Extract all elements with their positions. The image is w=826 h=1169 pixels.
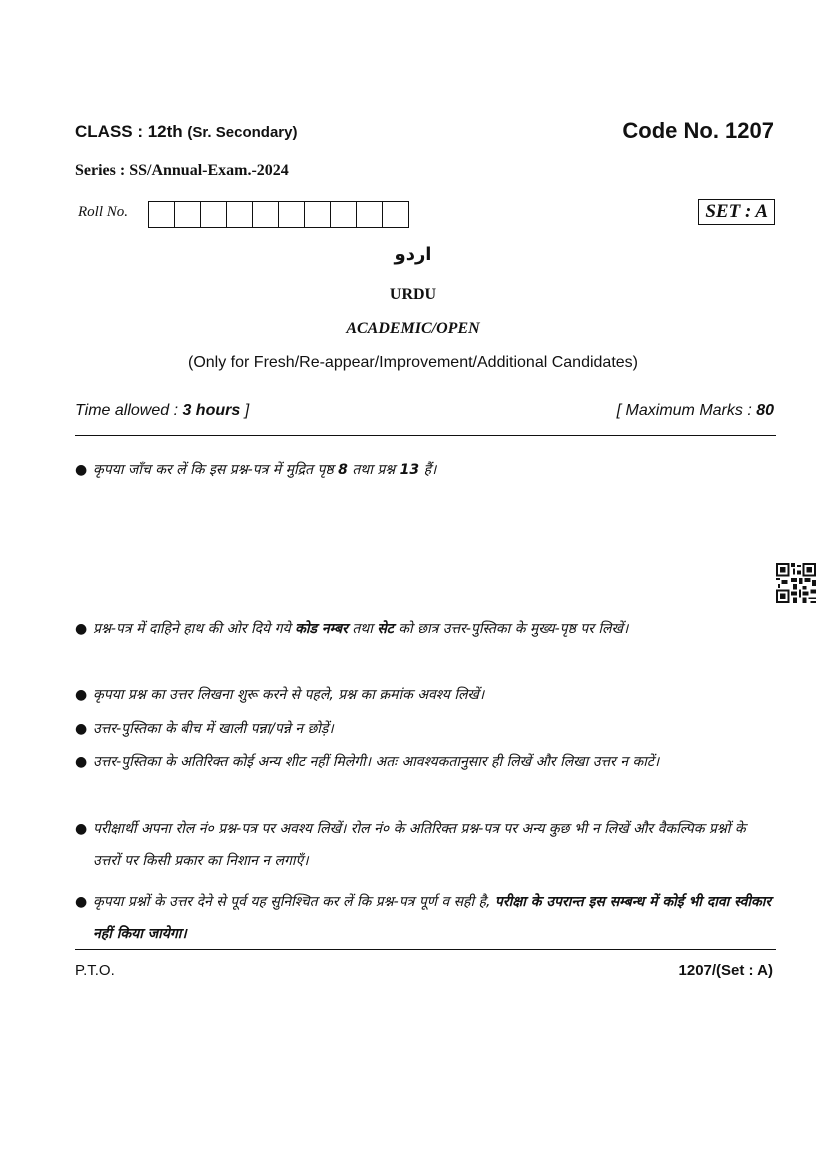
instruction-item xyxy=(75,713,775,745)
instruction-item xyxy=(75,679,775,711)
instruction-text: उत्तर-पुस्तिका के बीच में खाली पन्ना/पन्ने न छोड़ें। xyxy=(93,721,334,737)
set-badge: SET : A xyxy=(698,199,775,225)
instruction-text: प्रश्न-पत्र में दाहिने हाथ की ओर दिये गये xyxy=(93,621,296,637)
bullet-icon: ● xyxy=(75,687,88,703)
time-prefix: Time allowed : xyxy=(75,402,183,419)
roll-no-box[interactable] xyxy=(201,202,227,227)
instruction-text: परीक्षार्थी अपना रोल नं० प्रश्न-पत्र पर अवश्य लिखें। रोल नं० के अतिरिक्त प्रश्न-पत्र पर अन्य कुछ भी न लिखें और वैकल्पिक प्रश्नों के उत्तरों पर किसी प्रकार का निशान न लगाएँ। xyxy=(93,821,746,869)
bullet-icon: ● xyxy=(75,754,88,770)
roll-no-box[interactable] xyxy=(383,202,408,227)
roll-no-label: Roll No. xyxy=(78,204,129,220)
instruction-text: उत्तर-पुस्तिका के अतिरिक्त कोई अन्य शीट नहीं मिलेगी। अतः आवश्यकतानुसार ही लिखें और लिखा उत्तर न काटें। xyxy=(93,754,660,770)
code-number: Code No. 1207 xyxy=(622,118,774,143)
roll-no-box[interactable] xyxy=(175,202,201,227)
candidates-note: (Only for Fresh/Re-appear/Improvement/Additional Candidates) xyxy=(188,354,638,371)
bullet-icon: ● xyxy=(75,721,88,737)
pto-label: P.T.O. xyxy=(75,962,115,979)
roll-no-box[interactable] xyxy=(149,202,175,227)
stream-label: ACADEMIC/OPEN xyxy=(346,320,480,337)
class-label xyxy=(75,122,297,142)
instruction-item xyxy=(75,746,775,778)
bullet-icon: ● xyxy=(75,894,88,910)
bullet-icon: ● xyxy=(75,621,88,637)
instruction-text: हैं। xyxy=(419,462,437,478)
time-allowed xyxy=(75,402,249,420)
class-sub-text: (Sr. Secondary) xyxy=(187,124,298,141)
roll-no-box[interactable] xyxy=(279,202,305,227)
instruction-item xyxy=(75,886,775,950)
instruction-warning: परीक्षा के उपरान्त इस सम्बन्ध में कोई भी दावा स्वीकार नहीं किया जायेगा। xyxy=(93,894,772,942)
bullet-icon: ● xyxy=(75,462,88,478)
time-value: 3 hours xyxy=(182,402,241,419)
instruction-text: कृपया प्रश्नों के उत्तर देने से पूर्व यह सुनिश्चित कर लें कि प्रश्न-पत्र पूर्ण व सही है, xyxy=(93,894,495,910)
instruction-item xyxy=(75,813,775,877)
qr-code-icon xyxy=(776,563,816,603)
instruction-item xyxy=(75,613,775,645)
instruction-item xyxy=(75,454,775,486)
question-count: 13 xyxy=(399,462,420,478)
code-number-emphasis: कोड नम्बर xyxy=(295,621,348,637)
roll-no-box[interactable] xyxy=(305,202,331,227)
maximum-marks xyxy=(617,402,774,420)
set-emphasis: सेट xyxy=(377,621,394,637)
roll-no-box[interactable] xyxy=(253,202,279,227)
instruction-text: कृपया जाँच कर लें कि इस प्रश्न-पत्र में मुद्रित पृष्ठ xyxy=(93,462,339,478)
marks-prefix: [ Maximum Marks : xyxy=(616,402,757,419)
footer-divider xyxy=(75,949,776,950)
roll-no-boxes[interactable] xyxy=(148,201,409,228)
time-suffix: ] xyxy=(240,402,250,419)
bullet-icon: ● xyxy=(75,821,88,837)
roll-no-box[interactable] xyxy=(331,202,357,227)
roll-no-box[interactable] xyxy=(227,202,253,227)
subject-title: URDU xyxy=(389,286,437,303)
roll-no-box[interactable] xyxy=(357,202,383,227)
urdu-title: اردو xyxy=(394,244,432,265)
instruction-text: को छात्र उत्तर-पुस्तिका के मुख्य-पृष्ठ पर लिखें। xyxy=(393,621,629,637)
instruction-text: कृपया प्रश्न का उत्तर लिखना शुरू करने से पहले, प्रश्न का क्रमांक अवश्य लिखें। xyxy=(93,687,485,703)
series-label: Series : SS/Annual-Exam.-2024 xyxy=(75,162,289,179)
page-count: 8 xyxy=(338,462,348,478)
instruction-text: तथा xyxy=(347,621,378,637)
header-divider xyxy=(75,435,776,436)
instruction-text: तथा प्रश्न xyxy=(347,462,400,478)
marks-value: 80 xyxy=(756,402,774,419)
class-text: CLASS : 12th xyxy=(75,122,183,141)
footer-code: 1207/(Set : A) xyxy=(678,962,773,979)
